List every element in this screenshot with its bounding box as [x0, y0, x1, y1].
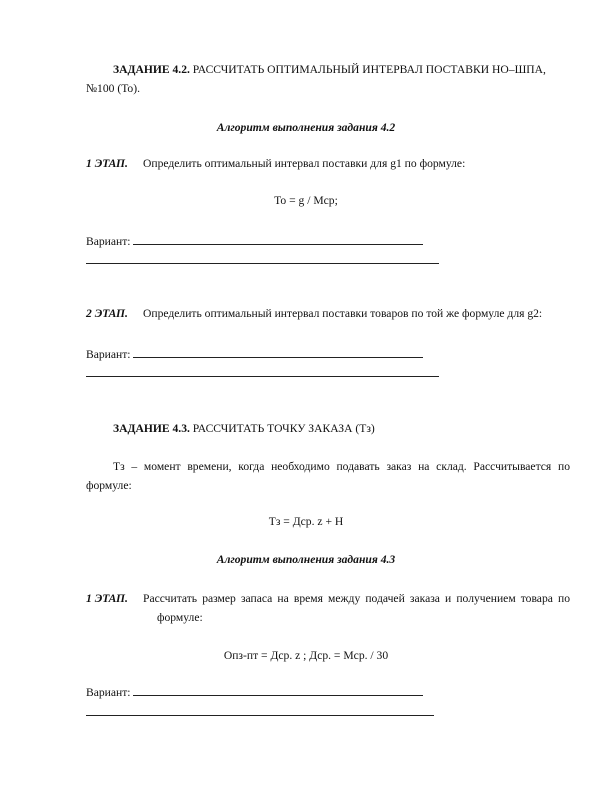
task42-stage1-text: Определить оптимальный интервал поставки для g1 по формуле:: [143, 157, 466, 170]
task42-variant-label-1: Вариант:: [86, 235, 134, 248]
task43-variant: [86, 685, 423, 700]
task43-heading-label: ЗАДАНИЕ 4.3.: [113, 422, 190, 435]
task42-variant-rule-2: [133, 347, 423, 358]
task43-stage1-text-line1: Рассчитать размер запаса на время между подачей заказа и получением товара по: [143, 592, 570, 605]
task43-heading: [113, 422, 375, 436]
task42-variant-2: [86, 347, 423, 362]
task43-stage1-label: 1 ЭТАП.: [86, 592, 128, 605]
task43-paragraph-line1: Тз – момент времени, когда необходимо подавать заказ на склад. Рассчитывается по: [113, 460, 570, 473]
task42-heading-line2: №100 (То).: [86, 82, 140, 95]
task42-heading-text: РАССЧИТАТЬ ОПТИМАЛЬНЫЙ ИНТЕРВАЛ ПОСТАВКИ НО–ШПА,: [189, 63, 546, 76]
task43-stage1: [86, 592, 570, 606]
task43-answer-line: [86, 715, 434, 716]
task42-stage2: [86, 307, 542, 321]
task42-stage2-label: 2 ЭТАП.: [86, 307, 128, 320]
task42-heading: [113, 63, 546, 77]
task42-algorithm-title: Алгоритм выполнения задания 4.2: [216, 121, 396, 134]
task42-answer-line-2: [86, 376, 439, 377]
task43-heading-text: РАССЧИТАТЬ ТОЧКУ ЗАКАЗА (Тз): [189, 422, 375, 435]
task42-formula: То = g / Мср;: [274, 194, 338, 207]
task42-stage2-text: Определить оптимальный интервал поставки товаров по той же формуле для g2:: [143, 307, 543, 320]
task42-stage1: [86, 157, 465, 171]
task42-variant-1: [86, 234, 423, 249]
task43-variant-label: Вариант:: [86, 686, 134, 699]
task42-heading-label: ЗАДАНИЕ 4.2.: [113, 63, 190, 76]
task42-variant-rule-1: [133, 234, 423, 245]
task43-paragraph-line2: формуле:: [86, 479, 132, 492]
task43-formula2: Опз-пт = Дср. z ; Дср. = Мср. / 30: [223, 649, 389, 662]
task42-variant-label-2: Вариант:: [86, 348, 134, 361]
task43-formula: Тз = Дср. z + Н: [268, 515, 344, 528]
task43-variant-rule: [133, 685, 423, 696]
task42-stage1-label: 1 ЭТАП.: [86, 157, 128, 170]
task43-algorithm-title: Алгоритм выполнения задания 4.3: [216, 553, 396, 566]
task42-answer-line-1: [86, 263, 439, 264]
task43-stage1-text-line2: формуле:: [157, 611, 203, 624]
